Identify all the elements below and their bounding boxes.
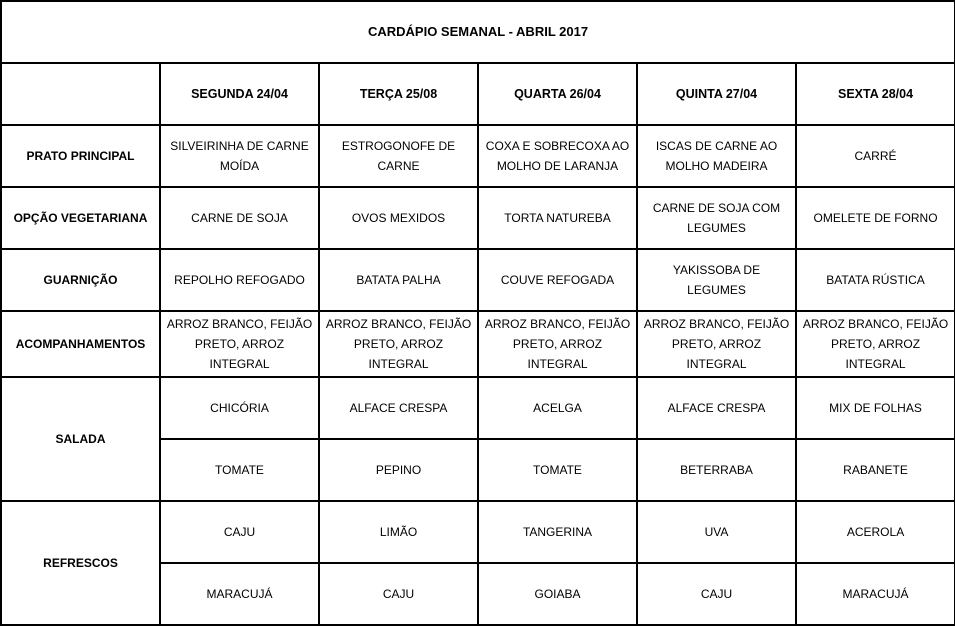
row-label-refrescos: REFRESCOS	[1, 501, 160, 625]
menu-cell: ISCAS DE CARNE AO MOLHO MADEIRA	[637, 125, 796, 187]
menu-cell: GOIABA	[478, 563, 637, 625]
menu-cell: COXA E SOBRECOXA AO MOLHO DE LARANJA	[478, 125, 637, 187]
menu-cell: BATATA PALHA	[319, 249, 478, 311]
row-prato-principal	[1, 125, 955, 187]
menu-cell: RABANETE	[796, 439, 955, 501]
menu-cell: BATATA RÚSTICA	[796, 249, 955, 311]
menu-cell: ESTROGONOFE DE CARNE	[319, 125, 478, 187]
menu-cell: SILVEIRINHA DE CARNE MOÍDA	[160, 125, 319, 187]
menu-cell: TOMATE	[478, 439, 637, 501]
menu-cell: ACEROLA	[796, 501, 955, 563]
menu-cell: ARROZ BRANCO, FEIJÃO PRETO, ARROZ INTEGRAL	[160, 311, 319, 377]
header-row	[1, 63, 955, 125]
page-title: CARDÁPIO SEMANAL - ABRIL 2017	[1, 1, 955, 63]
menu-cell: TOMATE	[160, 439, 319, 501]
menu-cell: BETERRABA	[637, 439, 796, 501]
corner-cell	[1, 63, 160, 125]
menu-cell: ARROZ BRANCO, FEIJÃO PRETO, ARROZ INTEGRAL	[637, 311, 796, 377]
column-header-terca: TERÇA 25/08	[319, 63, 478, 125]
menu-cell: CAJU	[637, 563, 796, 625]
menu-cell: ACELGA	[478, 377, 637, 439]
row-acompanhamentos	[1, 311, 955, 377]
column-header-quinta: QUINTA 27/04	[637, 63, 796, 125]
menu-cell: REPOLHO REFOGADO	[160, 249, 319, 311]
menu-cell: MIX DE FOLHAS	[796, 377, 955, 439]
menu-cell: MARACUJÁ	[160, 563, 319, 625]
column-header-segunda: SEGUNDA 24/04	[160, 63, 319, 125]
menu-cell: UVA	[637, 501, 796, 563]
menu-cell: MARACUJÁ	[796, 563, 955, 625]
menu-cell: LIMÃO	[319, 501, 478, 563]
menu-cell: COUVE REFOGADA	[478, 249, 637, 311]
menu-cell: ARROZ BRANCO, FEIJÃO PRETO, ARROZ INTEGRAL	[478, 311, 637, 377]
row-refrescos-1	[1, 501, 955, 563]
menu-cell: ARROZ BRANCO, FEIJÃO PRETO, ARROZ INTEGRAL	[796, 311, 955, 377]
row-label-opcao-vegetariana: OPÇÃO VEGETARIANA	[1, 187, 160, 249]
row-label-salada: SALADA	[1, 377, 160, 501]
menu-cell: OMELETE DE FORNO	[796, 187, 955, 249]
menu-cell: TANGERINA	[478, 501, 637, 563]
row-label-prato-principal: PRATO PRINCIPAL	[1, 125, 160, 187]
menu-cell: ALFACE CRESPA	[637, 377, 796, 439]
column-header-quarta: QUARTA 26/04	[478, 63, 637, 125]
menu-cell: ARROZ BRANCO, FEIJÃO PRETO, ARROZ INTEGRAL	[319, 311, 478, 377]
menu-cell: PEPINO	[319, 439, 478, 501]
row-guarnicao	[1, 249, 955, 311]
menu-cell: TORTA NATUREBA	[478, 187, 637, 249]
menu-cell: ALFACE CRESPA	[319, 377, 478, 439]
menu-cell: CAJU	[160, 501, 319, 563]
row-label-acompanhamentos: ACOMPANHAMENTOS	[1, 311, 160, 377]
row-opcao-vegetariana	[1, 187, 955, 249]
menu-cell: OVOS MEXIDOS	[319, 187, 478, 249]
title-row	[1, 1, 955, 63]
menu-cell: CAJU	[319, 563, 478, 625]
menu-cell: CARNE DE SOJA	[160, 187, 319, 249]
menu-cell: CARRÉ	[796, 125, 955, 187]
menu-cell: CHICÓRIA	[160, 377, 319, 439]
row-salada-1	[1, 377, 955, 439]
menu-cell: CARNE DE SOJA COM LEGUMES	[637, 187, 796, 249]
column-header-sexta: SEXTA 28/04	[796, 63, 955, 125]
row-label-guarnicao: GUARNIÇÃO	[1, 249, 160, 311]
menu-cell: YAKISSOBA DE LEGUMES	[637, 249, 796, 311]
